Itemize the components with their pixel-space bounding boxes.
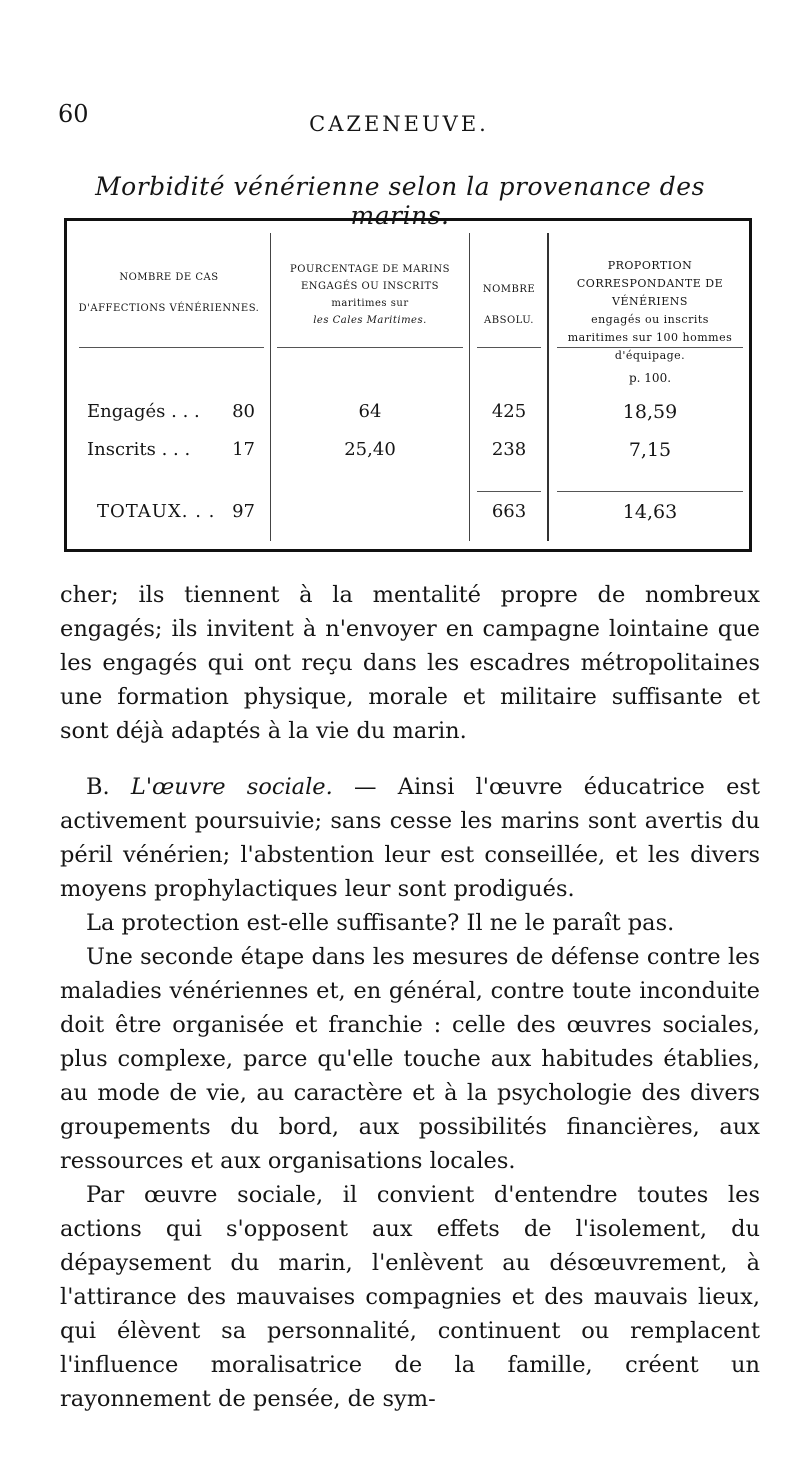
header-percentage: POURCENTAGE DE MARINS ENGAGÉS OU INSCRITS maritimes sur les Cales Maritimes.	[290, 264, 450, 326]
paragraph: La protection est-elle suffisante? Il ne le paraît pas.	[86, 910, 675, 936]
row-label-engages: Engagés . . .	[87, 401, 200, 422]
header-cases: NOMBRE DE CAS D'AFFECTIONS VÉNÉRIENNES.	[78, 272, 260, 314]
paragraph: cher; ils tiennent à la mentalité propre de nombreux engagés; ils invitent à n'envoyer en campagne lointaine que les engagés qui ont reçu dans les escadres métropolitaines une formation physique, morale et militaire suffisante et sont déjà adaptés à la vie du marin.	[60, 582, 760, 744]
cell-percent: 64	[358, 401, 382, 422]
section-heading: L'œuvre sociale.	[130, 774, 333, 800]
column-divider	[469, 233, 470, 541]
paragraph-oeuvre-sociale	[60, 770, 760, 906]
morbidity-table	[64, 218, 752, 552]
page-header	[58, 100, 740, 140]
cell-cases: 17	[232, 439, 255, 460]
paragraph: Par œuvre sociale, il convient d'entendre toutes les actions qui s'opposent aux effets de l'isolement, du dépaysement du marin, l'enlèvent au désœuvrement, à l'attirance des mauvaises compagnies et des mauvais lieux, qui élèvent sa personnalité, continuent ou remplacent l'influence moralisatrice de la famille, créent un rayonnement de pensée, de sym-	[60, 1182, 760, 1412]
cell-absolute-total: 663	[491, 501, 527, 522]
cell-proportion: 18,59	[622, 401, 678, 423]
cell-cases: 80	[232, 401, 255, 422]
header-rule	[477, 347, 541, 348]
column-divider	[270, 233, 271, 541]
header-absolute: NOMBRE ABSOLU.	[482, 284, 536, 326]
cell-absolute: 425	[491, 401, 527, 422]
body-text	[60, 578, 760, 1416]
page-number: 60	[58, 100, 89, 128]
cell-absolute: 238	[491, 439, 527, 460]
paragraph-text: — Ainsi l'œuvre éducatrice est activement poursuivie; sans cesse les marins sont avertis du péril vénérien; l'abstention leur est conseillée, et les divers moyens prophylactiques leur sont prodigués.	[60, 774, 760, 902]
cell-cases-total: 97	[232, 501, 255, 522]
running-head: CAZENEUVE.	[309, 112, 489, 136]
header-rule	[277, 347, 463, 348]
total-rule	[557, 491, 743, 492]
column-divider	[547, 233, 549, 541]
total-rule	[477, 491, 541, 492]
header-rule	[79, 347, 264, 348]
table-caption: Morbidité vénérienne selon la provenance des marins.	[95, 172, 705, 230]
row-label-inscrits: Inscrits . . .	[87, 439, 191, 460]
cell-proportion-total: 14,63	[622, 501, 678, 523]
unit-label: p. 100.	[628, 371, 672, 385]
cell-proportion: 7,15	[628, 439, 672, 461]
paragraph: Une seconde étape dans les mesures de défense contre les maladies vénériennes et, en général, contre toute inconduite doit être organisée et franchie : celle des œuvres sociales, plus complexe, parce qu'elle touche aux habitudes établies, au mode de vie, au caractère et à la psychologie des divers groupements du bord, aux possibilités financières, aux ressources et aux organisations locales.	[60, 944, 760, 1174]
section-letter: B.	[86, 774, 110, 800]
row-label-totaux: TOTAUX. . .	[97, 501, 216, 522]
header-proportion: PROPORTION CORRESPONDANTE DE VÉNÉRIENS engagés ou inscrits maritimes sur 100 hommes d'équipage.	[567, 259, 733, 362]
cell-percent: 25,40	[344, 439, 396, 460]
